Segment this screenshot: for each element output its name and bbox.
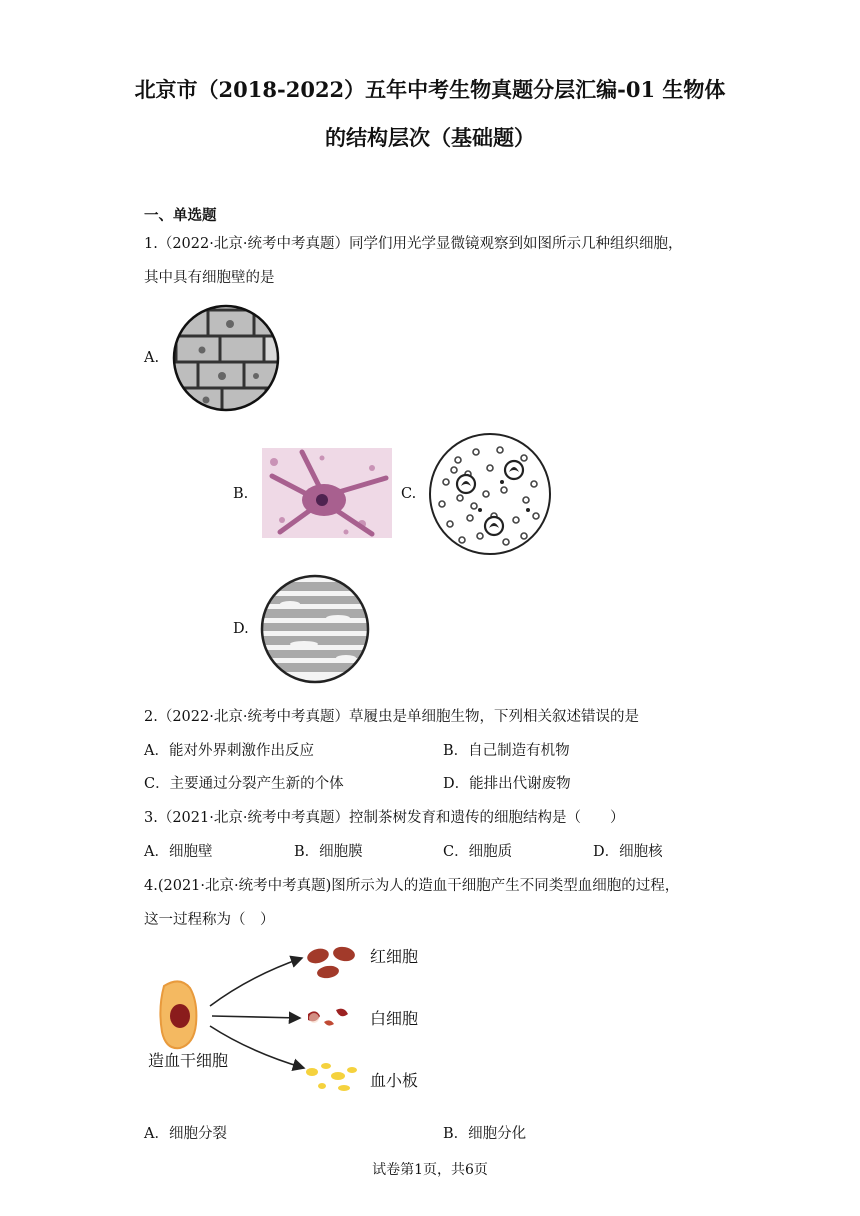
q2-option-d: D．能排出代谢废物 [443,776,571,792]
platelets [306,1063,357,1091]
muscle-tissue-image [260,574,370,684]
onion-epidermis-image [172,304,280,412]
section-heading: 一、单选题 [144,207,217,224]
q1-option-a-label: A. [144,350,160,366]
blood-smear-image [428,432,552,556]
white-blood-cells [308,1009,348,1026]
blood-cell-differentiation-diagram [140,936,440,1106]
q3-stem: 3.（2021·北京·统考中考真题）控制茶树发育和遗传的细胞结构是（ ） [144,810,625,826]
wbc-label: 白细胞 [370,1009,419,1028]
q4-option-b: B．细胞分化 [443,1126,527,1142]
q4-option-a: A．细胞分裂 [144,1126,227,1142]
neuron-image [262,448,392,538]
q2-option-c: C．主要通过分裂产生新的个体 [144,776,344,792]
platelet-label: 血小板 [370,1071,419,1090]
q1-stem-line-2: 其中具有细胞壁的是 [144,270,275,286]
red-blood-cells [306,945,356,979]
q1-stem-line-1: 1.（2022·北京·统考中考真题）同学们用光学显微镜观察到如图所示几种组织细胞， [144,236,683,252]
page-footer: 试卷第1页，共6页 [372,1162,488,1178]
q1-option-d-label: D. [233,621,249,637]
q1-option-b-label: B. [233,486,249,502]
stem-cell-shape [160,981,196,1048]
title-line-2: 的结构层次（基础题） [325,125,535,150]
q2-option-a: A．能对外界刺激作出反应 [144,743,314,759]
q1-option-c-label: C. [401,486,417,502]
q3-option-b: B．细胞膜 [294,844,363,860]
q3-option-d: D．细胞核 [593,844,663,860]
q4-stem-line-1: 4.(2021·北京·统考中考真题)图所示为人的造血干细胞产生不同类型血细胞的过程， [144,878,680,894]
stem-cell-label: 造血干细胞 [148,1051,229,1070]
q2-option-b: B．自己制造有机物 [443,743,570,759]
q3-option-a: A．细胞壁 [144,844,213,860]
q2-stem: 2.（2022·北京·统考中考真题）草履虫是单细胞生物，下列相关叙述错误的是 [144,709,639,725]
rbc-label: 红细胞 [370,947,419,966]
q4-stem-line-2: 这一过程称为（ ） [144,912,275,928]
title-line-1: 北京市（2018-2022）五年中考生物真题分层汇编-01 生物体 [134,77,726,102]
q3-option-c: C．细胞质 [443,844,513,860]
